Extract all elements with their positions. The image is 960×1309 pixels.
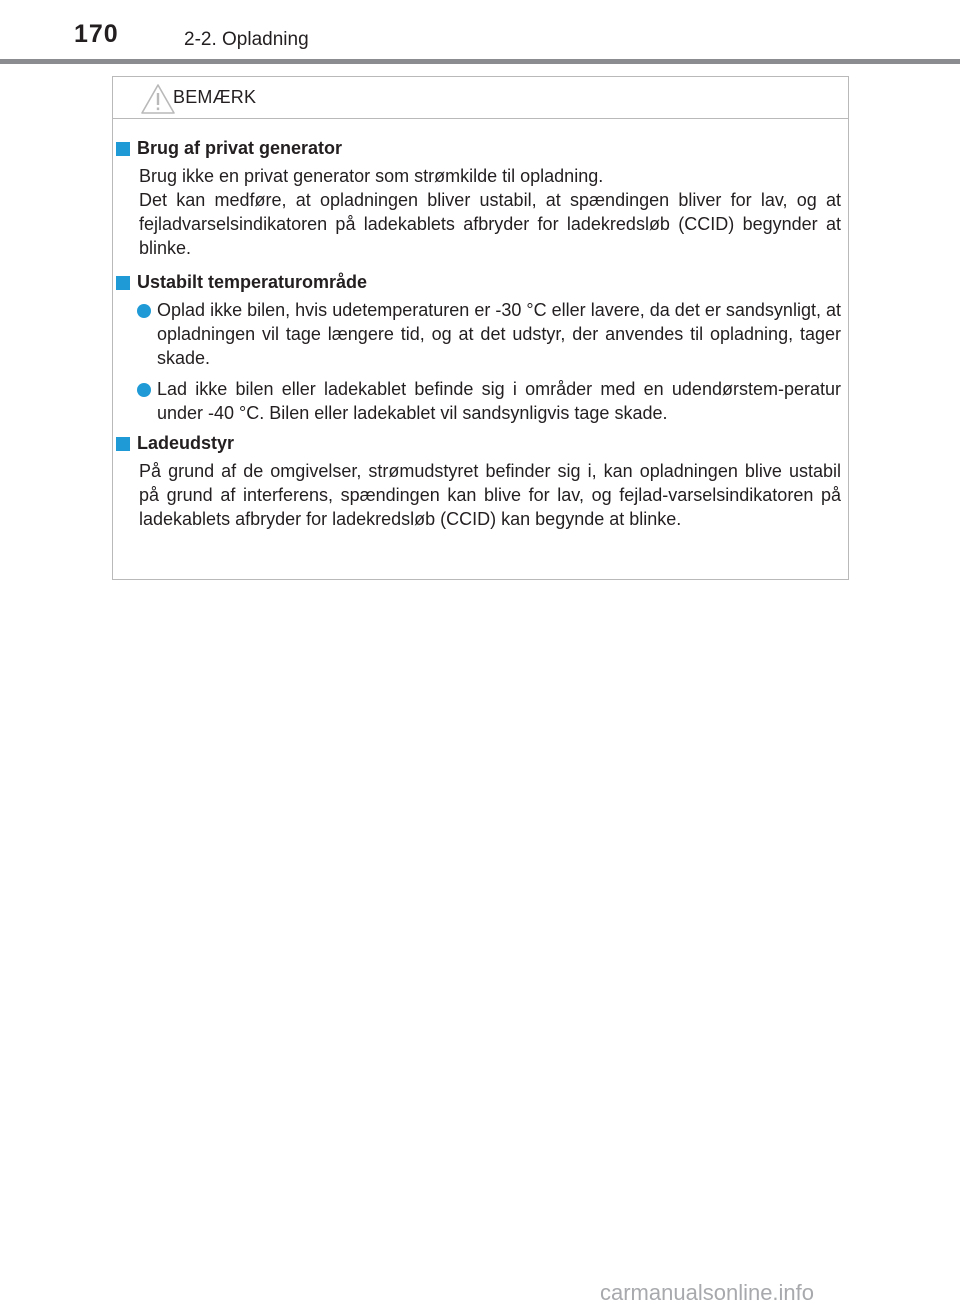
watermark: carmanualsonline.info: [600, 1280, 815, 1305]
header-divider: [0, 59, 960, 64]
square-bullet-icon: [116, 276, 130, 290]
bullet-text: Lad ikke bilen eller ladekablet befinde sig i områder med en udendørstem-peratur under -40 °C. Bilen eller ladekablet vil sandsynligvis tage skade.: [157, 379, 841, 423]
section-heading: Ustabilt temperaturområde: [137, 272, 368, 292]
notice-header: [113, 77, 848, 119]
page-header: [0, 0, 960, 62]
section-heading: Ladeudstyr: [137, 433, 235, 453]
circle-bullet-icon: [137, 304, 151, 318]
section-title: 2-2. Opladning: [184, 29, 309, 50]
notice-box: [112, 76, 849, 580]
circle-bullet-icon: [137, 383, 151, 397]
notice-label: BEMÆRK: [173, 87, 257, 107]
section-text: På grund af de omgivelser, strømudstyret befinder sig i, kan opladningen blive ustabil på grund af interferens, spændingen kan blive for lav, og fejlad-varselsindikatoren på ladekablets afbryder for ladekredsløb (CCID) kan begynde at blinke.: [139, 461, 841, 529]
section-text: Brug ikke en privat generator som strømkilde til opladning.: [139, 166, 604, 186]
section-heading: Brug af privat generator: [137, 138, 343, 158]
page-number: 170: [74, 20, 119, 48]
bullet-text: Oplad ikke bilen, hvis udetemperaturen er -30 °C eller lavere, da det er sandsynligt, at opladningen vil tage længere tid, og at det udstyr, der anvendes til opladning, tager skade.: [157, 300, 841, 368]
warning-triangle-icon: [140, 83, 176, 115]
square-bullet-icon: [116, 437, 130, 451]
section-text: Det kan medføre, at opladningen bliver ustabil, at spændingen bliver for lav, og at fejladvarselsindikatoren på ladekablets afbryder for ladekredsløb (CCID) begynder at blinke.: [139, 190, 841, 258]
square-bullet-icon: [116, 142, 130, 156]
